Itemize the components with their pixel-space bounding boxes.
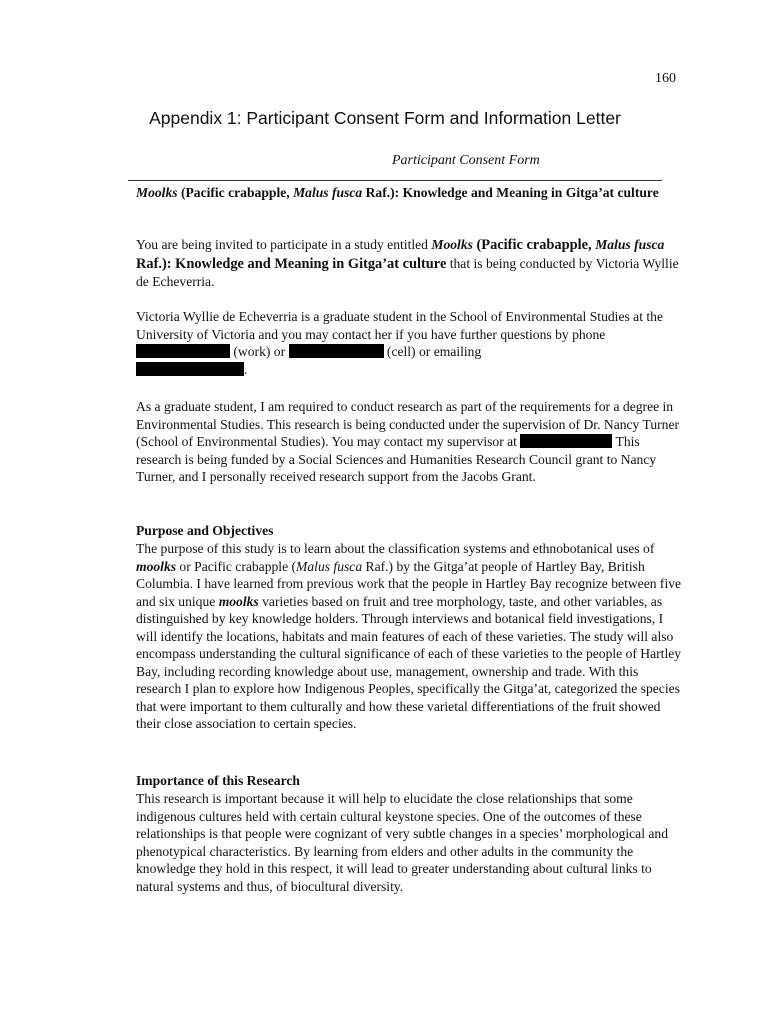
supervision-funding: This research is being funded by a Social Sciences and Humanities Research Council grant to Nancy Turner, and I personally received research support from the Jacobs Grant.: [136, 434, 657, 484]
purpose-species: Malus fusca: [296, 558, 363, 574]
redacted-cell-phone: [289, 344, 384, 358]
importance-heading: Importance of this Research: [136, 773, 300, 788]
purpose-paragraph: [136, 540, 684, 733]
invitation-paren: (Pacific crabapple,: [472, 237, 596, 253]
study-title: [136, 184, 684, 202]
purpose-text-2: or Pacific crabapple (: [176, 558, 297, 574]
invitation-lead: You are being invited to participate in a study entitled: [136, 237, 432, 252]
purpose-moolks-2: moolks: [218, 593, 259, 609]
invitation-moolks: Moolks: [431, 237, 473, 252]
contact-text: Victoria Wyllie de Echeverria is a graduate student in the School of Environmental Studies at the University of Victoria and you may contact her if you have further questions by phone: [136, 309, 663, 342]
purpose-moolks-1: moolks: [136, 558, 177, 574]
supervision-text: As a graduate student, I am required to conduct research as part of the requirements for a degree in Environmental Studies. This research is being conducted under the supervision of Dr. Nancy Turner (School of Environmental Studies). You may contact my supervisor at: [136, 399, 680, 449]
importance-paragraph: This research is important because it will help to elucidate the close relationships that some indigenous cultures held with certain cultural keystone species. One of the outcomes of these relationships is that people were cognizant of very subtle changes in a species’ morphological and phenotypical characteristics. By learning from elders and other adults in the community the knowledge they hold in this respect, it will lead to greater understanding about cultural links to natural systems and thus, of biocultural diversity.: [136, 791, 669, 894]
purpose-heading: Purpose and Objectives: [136, 523, 274, 538]
study-title-paren: (Pacific crabapple,: [177, 185, 294, 200]
contact-cell: (cell) or emailing: [383, 344, 482, 359]
study-title-rest: Raf.): Knowledge and Meaning in Gitga’at culture: [362, 185, 659, 200]
purpose-text-1: The purpose of this study is to learn about the classification systems and ethnobotanical uses of: [136, 541, 655, 556]
contact-paragraph: [136, 308, 684, 378]
invitation-species: Malus fusca: [595, 237, 665, 252]
title-divider: [128, 180, 662, 181]
page-number: 160: [655, 71, 676, 86]
study-title-species: Malus fusca: [293, 185, 363, 200]
appendix-title: Appendix 1: Participant Consent Form and Information Letter: [149, 108, 621, 128]
redacted-work-phone: [136, 344, 230, 358]
purpose-text-4: varieties based on fruit and tree morphology, taste, and other variables, as distinguished by key knowledge holders. Through interviews and botanical field investigations, I will identify the locations, habitats and main features of each of these varieties. The study will also encompass understanding the cultural significance of each of these varieties to the people of Hartley Bay, including recording knowledge about use, management, ownership and trade. With this research I plan to explore how Indigenous Peoples, specifically the Gitga’at, categorized the species that were important to them culturally and how these varietal differentiations of the fruit showed their close association to certain species.: [136, 593, 682, 731]
form-subtitle: Participant Consent Form: [392, 153, 540, 168]
study-title-moolks: Moolks: [136, 185, 178, 200]
contact-work: (work) or: [230, 344, 289, 359]
contact-end: .: [244, 361, 248, 377]
redacted-supervisor-contact: [520, 434, 612, 448]
invitation-tail: that is being conducted by Victoria Wyllie de Echeverria.: [136, 255, 679, 289]
redacted-email: [136, 362, 244, 376]
purpose-text-3: Raf.) by the Gitga’at people of Hartley Bay, British Columbia. I have learned from previous work that the people in Hartley Bay recognize between five and six unique: [136, 558, 682, 609]
invitation-paragraph: [136, 236, 684, 291]
invitation-title-rest: Raf.): Knowledge and Meaning in Gitga’at culture: [136, 255, 447, 272]
supervision-paragraph: [136, 398, 684, 486]
